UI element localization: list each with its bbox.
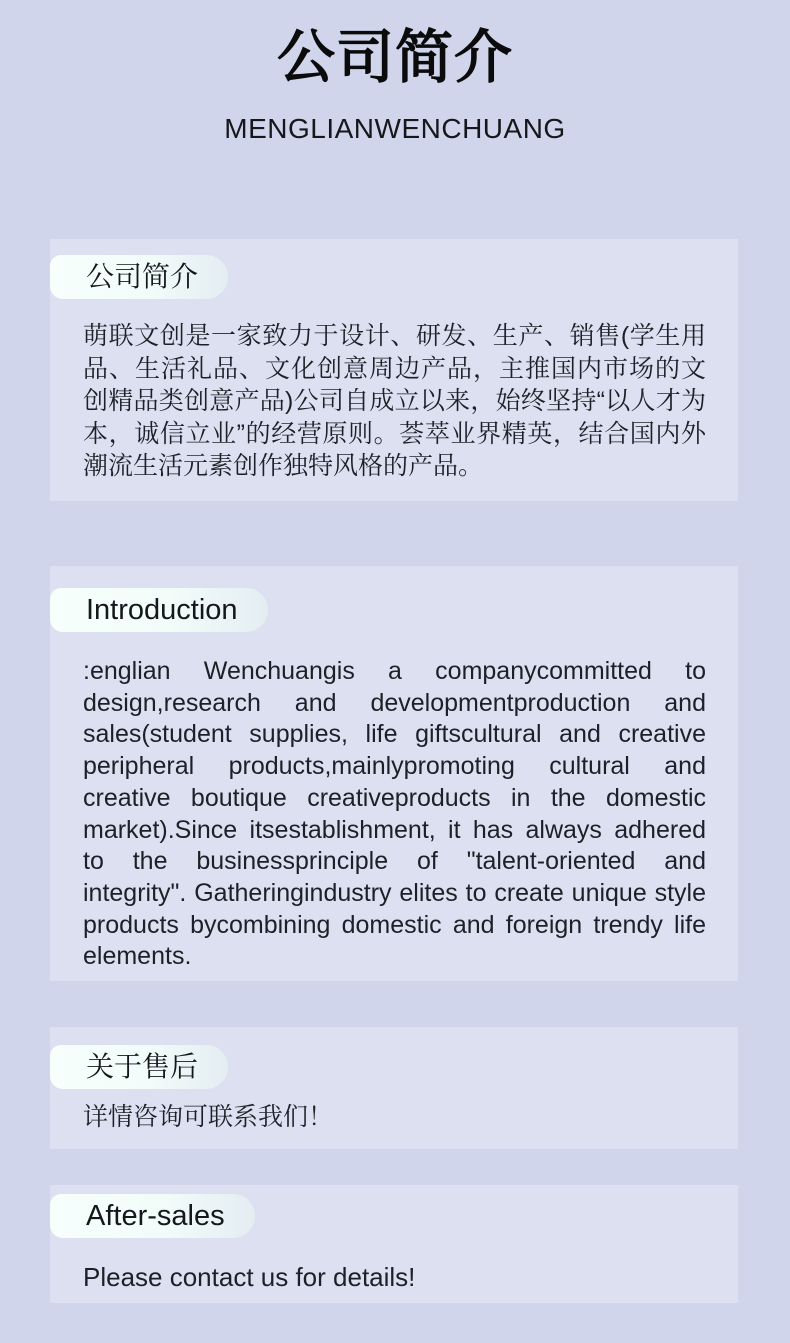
section-after-sales-en: [50, 1185, 738, 1303]
after-sales-en-text: Please contact us for details!: [83, 1262, 416, 1292]
section-heading-after-sales-cn: 关于售后: [86, 1051, 199, 1082]
section-heading-pill-cn: [50, 255, 228, 299]
after-sales-cn-text: 详情咨询可联系我们！: [83, 1103, 334, 1131]
page-title: 公司简介: [276, 25, 513, 90]
company-intro-cn-paragraph: 萌联文创是一家致力于设计、研发、生产、销售(学生用品、生活礼品、文化创意周边产品，主推国内市场的文创精品类创意产品)公司自成立以来，始终坚持“以人才为本，诚信立业”的经营原则。荟萃业界精英，结合国内外潮流生活元素创作独特风格的产品。: [83, 322, 706, 480]
section-company-intro-cn: [50, 239, 738, 501]
section-heading-pill-after-sales-en: [50, 1194, 255, 1238]
section-heading-company-intro-cn: 公司简介: [86, 261, 199, 292]
section-heading-pill-after-sales-cn: [50, 1045, 228, 1089]
section-introduction-en: [50, 566, 738, 981]
page-subtitle: MENGLIANWENCHUANG: [224, 113, 566, 144]
section-heading-pill-en: [50, 588, 268, 632]
introduction-en-paragraph: :englian Wenchuangis a companycommitted to design,research and developmentproduction and sales(student supplies, life giftscultural and creative peripheral products,mainlypromoting cultural and creative boutique creativeproducts in the domestic market).Since itsestablishment, it has always adhered to the businessprinciple of "talent-oriented and integrity". Gatheringindustry elites to create unique style products bycombining domestic and foreign trendy life elements.: [83, 657, 706, 971]
page-header: [0, 24, 790, 146]
section-heading-introduction-en: Introduction: [86, 594, 238, 626]
section-after-sales-cn: [50, 1027, 738, 1149]
section-heading-after-sales-en: After-sales: [86, 1200, 225, 1232]
